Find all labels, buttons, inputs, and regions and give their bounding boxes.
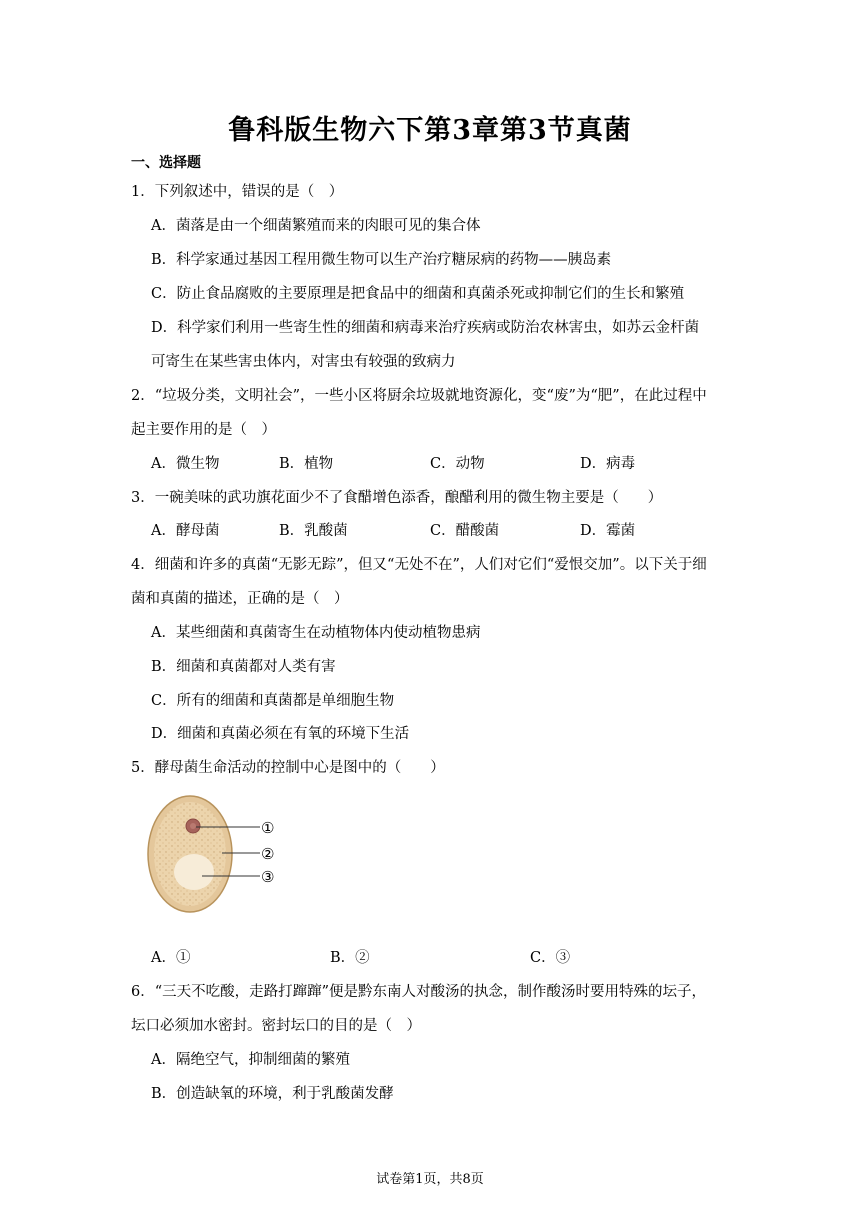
question-5-option-c: C．③ [530,950,571,966]
question-4-stem: 4．细菌和许多的真菌“无影无踪”，但又“无处不在”，人们对它们“爱恨交加”。以下关于细 [131,557,707,573]
question-1-stem: 1．下列叙述中，错误的是（ ） [131,184,344,200]
question-6-option-a: A．隔绝空气，抑制细菌的繁殖 [151,1052,350,1068]
question-5-option-b: B．② [330,950,370,966]
vacuole [174,854,214,890]
question-2-stem-continued: 起主要作用的是（ ） [131,422,276,438]
question-2-option-b: B．植物 [279,456,334,472]
question-3-option-d: D．霉菌 [580,523,636,539]
section-heading: 一、选择题 [131,155,201,171]
question-1-option-d: D．科学家们利用一些寄生性的细菌和病毒来治疗疾病或防治农林害虫，如苏云金杆菌 [151,320,700,336]
question-2-option-c: C．动物 [430,456,485,472]
question-1-option-d-continued: 可寄生在某些害虫体内，对害虫有较强的致病力 [151,354,456,370]
question-1-option-b: B．科学家通过基因工程用微生物可以生产治疗糖尿病的药物——胰岛素 [151,252,612,268]
question-5-stem: 5．酵母菌生命活动的控制中心是图中的（ ） [131,760,445,776]
question-2-option-d: D．病毒 [580,456,636,472]
page-title: 鲁科版生物六下第3章第3节真菌 [228,115,632,146]
question-6-stem-continued: 坛口必须加水密封。密封坛口的目的是（ ） [131,1018,421,1034]
label-1: ① [261,819,275,837]
question-6-stem: 6．“三天不吃酸，走路打蹿蹿”便是黔东南人对酸汤的执念，制作酸汤时要用特殊的坛子， [131,984,707,1000]
question-2-option-a: A．微生物 [151,456,220,472]
question-4-stem-continued: 菌和真菌的描述，正确的是（ ） [131,591,349,607]
label-2: ② [261,845,275,863]
question-3-option-c: C．醋酸菌 [430,523,500,539]
question-3-option-a: A．酵母菌 [151,523,220,539]
question-4-option-c: C．所有的细菌和真菌都是单细胞生物 [151,693,395,709]
question-5-option-a: A．① [151,950,191,966]
question-3-option-b: B．乳酸菌 [279,523,348,539]
cytoplasm-texture [154,802,226,906]
question-6-option-b: B．创造缺氧的环境，利于乳酸菌发酵 [151,1086,394,1102]
question-1-option-c: C．防止食品腐败的主要原理是把食品中的细菌和真菌杀死或抑制它们的生长和繁殖 [151,286,685,302]
label-3: ③ [261,868,275,886]
question-1-option-a: A．菌落是由一个细菌繁殖而来的肉眼可见的集合体 [151,218,481,234]
question-4-option-d: D．细菌和真菌必须在有氧的环境下生活 [151,726,410,742]
question-4-option-b: B．细菌和真菌都对人类有害 [151,659,336,675]
question-3-stem: 3．一碗美味的武功旗花面少不了食醋增色添香，酿醋利用的微生物主要是（ ） [131,490,663,506]
question-2-stem: 2．“垃圾分类，文明社会”，一些小区将厨余垃圾就地资源化，变“废”为“肥”，在此过程中 [131,388,707,404]
page-footer: 试卷第1页，共8页 [376,1172,484,1187]
question-4-option-a: A．某些细菌和真菌寄生在动植物体内使动植物患病 [151,625,481,641]
nucleolus [190,823,196,829]
yeast-cell-diagram [140,790,300,920]
